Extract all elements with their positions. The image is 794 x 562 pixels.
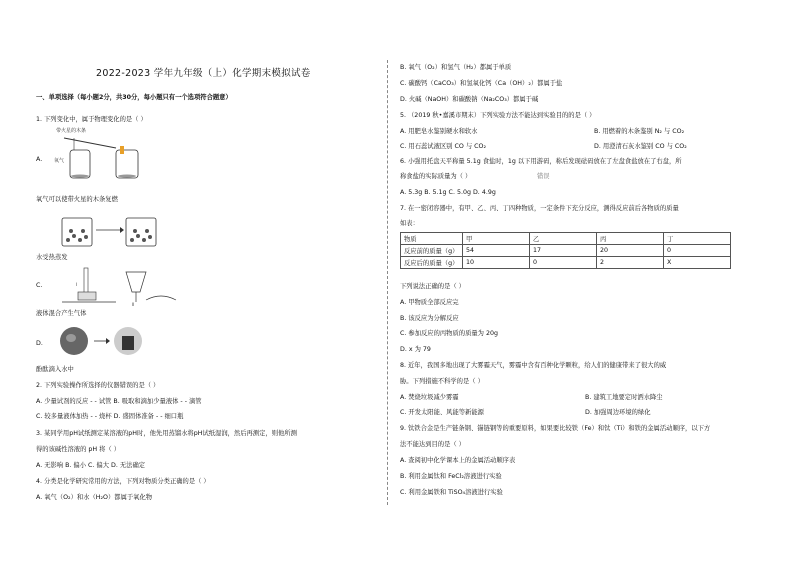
q1-caption-c: 液体混合产生气体 xyxy=(36,310,87,317)
table-row xyxy=(401,245,731,257)
q7-stem: 7. 在一密闭容器中，有甲、乙、丙、丁四种物质，一定条件下充分反应，测得反应前后各物质的质量 xyxy=(400,205,679,212)
q7-stem-2: 如表： xyxy=(400,220,419,227)
section-heading: 一、单项选择（每小题2分，共30分，每小题只有一个选项符合题意） xyxy=(36,94,232,101)
q8-option-c: C. 开发太阳能、风能等新能源 xyxy=(400,409,484,416)
q2-options-1: A. 少量试剂的反应 - - 试管 B. 吸取和滴加少量液体 - - 滴管 xyxy=(36,398,202,405)
table-cell: 54 xyxy=(463,245,530,257)
q1-fig-label-oxygen: 氧气 xyxy=(54,158,65,164)
q8-stem-2: 胁。下列措施不科学的是（ ） xyxy=(400,378,484,385)
q1-caption-a: 氧气可以使带火星的木条复燃 xyxy=(36,196,118,203)
q5-stem: 5. （2019 秋•嘉溪市期末）下列实验方法不能达到实验目的的是（ ） xyxy=(400,112,596,119)
table-cell: 20 xyxy=(597,245,664,257)
page-title: 2022-2023 学年九年级（上）化学期末模拟试卷 xyxy=(96,68,311,79)
q7-table xyxy=(400,232,731,269)
q4-option-c: C. 碳酸钙（CaCO₃）和氢氧化钙（Ca（OH）₂）都属于盐 xyxy=(400,80,563,87)
q7-question: 下列说法正确的是（ ） xyxy=(400,283,465,290)
table-cell: 2 xyxy=(597,257,664,269)
table-header-row xyxy=(401,233,731,245)
table-cell: 反应前的质量（g） xyxy=(401,245,463,257)
q8-option-d: D. 加强周边环境的绿化 xyxy=(585,409,651,416)
q7-option-a: A. 甲物质全部反应完 xyxy=(400,299,459,306)
q1-figure-c xyxy=(56,262,186,307)
q8-option-b: B. 建筑工地要定时洒水降尘 xyxy=(585,394,663,401)
svg-text:Ⅰ: Ⅰ xyxy=(76,282,78,287)
q6-stem-2: 称食盐的实际质量为（ ） xyxy=(400,173,472,180)
table-cell: 0 xyxy=(664,245,731,257)
q6-note: 错误 xyxy=(537,173,550,180)
table-row xyxy=(401,257,731,269)
q4-option-d: D. 火碱（NaOH）和碳酸钠（Na₂CO₃）都属于碱 xyxy=(400,96,539,103)
q3-stem-2: 得的该碱性溶液的 pH 将（ ） xyxy=(36,446,121,453)
table-cell: 丙 xyxy=(597,233,664,245)
q5-option-a: A. 用肥皂水鉴别硬水和软水 xyxy=(400,128,478,135)
q5-option-b: B. 用燃着的木条鉴别 N₂ 与 CO₂ xyxy=(594,128,685,135)
q1-fig-label-splint: 带火星的木条 xyxy=(56,128,87,134)
table-cell: 反应后的质量（g） xyxy=(401,257,463,269)
q9-stem: 9. 钛铁合金是生产链条钢、锚链钢等的重要原料，如果要比较铁（Fe）和钛（Ti）和铁的金属活动顺序，以下方 xyxy=(400,425,711,432)
q1-figure-b xyxy=(56,210,166,250)
q4-option-a: A. 氧气（O₂）和水（H₂O）都属于氧化物 xyxy=(36,494,153,501)
table-cell: 丁 xyxy=(664,233,731,245)
q5-option-c: C. 用石蕊试液区别 CO 与 CO₂ xyxy=(400,143,487,150)
q3-options: A. 无影响 B. 偏小 C. 偏大 D. 无法确定 xyxy=(36,462,146,469)
q6-stem: 6. 小强用托盘天平称量 5.1g 食盐时，1g 以下用游码，称后发现砝码放在了左盘食盐放在了右盘，所 xyxy=(400,158,682,165)
q4-stem: 4. 分类是化学研究常用的方法，下列对物质分类正确的是（ ） xyxy=(36,478,210,485)
q1-caption-d: 酚酞滴入水中 xyxy=(36,366,74,373)
q2-stem: 2. 下列实验操作所选择的仪器错误的是（ ） xyxy=(36,382,160,389)
table-cell: 17 xyxy=(530,245,597,257)
svg-text:Ⅱ: Ⅱ xyxy=(132,302,134,307)
q9-option-b: B. 利用金属钛和 FeCl₂溶液进行实验 xyxy=(400,473,502,480)
q9-stem-2: 法不能达到目的是（ ） xyxy=(400,441,465,448)
q4-option-b: B. 氧气（O₂）和氢气（H₂）都属于单质 xyxy=(400,64,512,71)
q1-figure-a xyxy=(54,126,154,184)
table-cell: 10 xyxy=(463,257,530,269)
table-cell: 乙 xyxy=(530,233,597,245)
q1-figure-d xyxy=(56,322,146,360)
q9-option-a: A. 查阅初中化学课本上的金属活动顺序表 xyxy=(400,457,516,464)
q6-options: A. 5.3g B. 5.1g C. 5.0g D. 4.9g xyxy=(400,189,496,196)
q1-option-a: A. xyxy=(36,156,43,163)
q7-option-d: D. x 为 79 xyxy=(400,346,431,353)
q1-caption-b: 水受热蒸发 xyxy=(36,254,68,261)
q9-option-c: C. 利用金属铁和 TiSO₄溶液进行实验 xyxy=(400,489,503,496)
table-cell: 0 xyxy=(530,257,597,269)
q5-option-d: D. 用澄清石灰水鉴别 CO 与 CO₂ xyxy=(594,143,687,150)
q1-option-d: D. xyxy=(36,340,43,347)
q7-option-b: B. 该反应为分解反应 xyxy=(400,315,459,322)
q1-stem: 1. 下列变化中，属于物理变化的是（ ） xyxy=(36,116,147,123)
q7-option-c: C. 参加反应的丙物质的质量为 20g xyxy=(400,330,498,337)
q2-options-2: C. 较多量液体加热 - - 烧杯 D. 盛固体准备 - - 细口瓶 xyxy=(36,413,184,420)
q8-stem: 8. 近年，我国多地出现了大雾霾天气，雾霾中含有百种化学颗粒，给人们的健康带来了很大的威 xyxy=(400,362,667,369)
q8-option-a: A. 焚烧垃圾减少雾霾 xyxy=(400,394,459,401)
q3-stem: 3. 某同学用pH试纸测定某溶液的pH时，他先用蒸馏水将pH试纸湿润，然后再测定，则他所测 xyxy=(36,430,297,437)
table-cell: X xyxy=(664,257,731,269)
column-divider xyxy=(387,60,388,505)
table-cell: 物质 xyxy=(401,233,463,245)
table-cell: 甲 xyxy=(463,233,530,245)
q1-option-c: C. xyxy=(36,282,43,289)
